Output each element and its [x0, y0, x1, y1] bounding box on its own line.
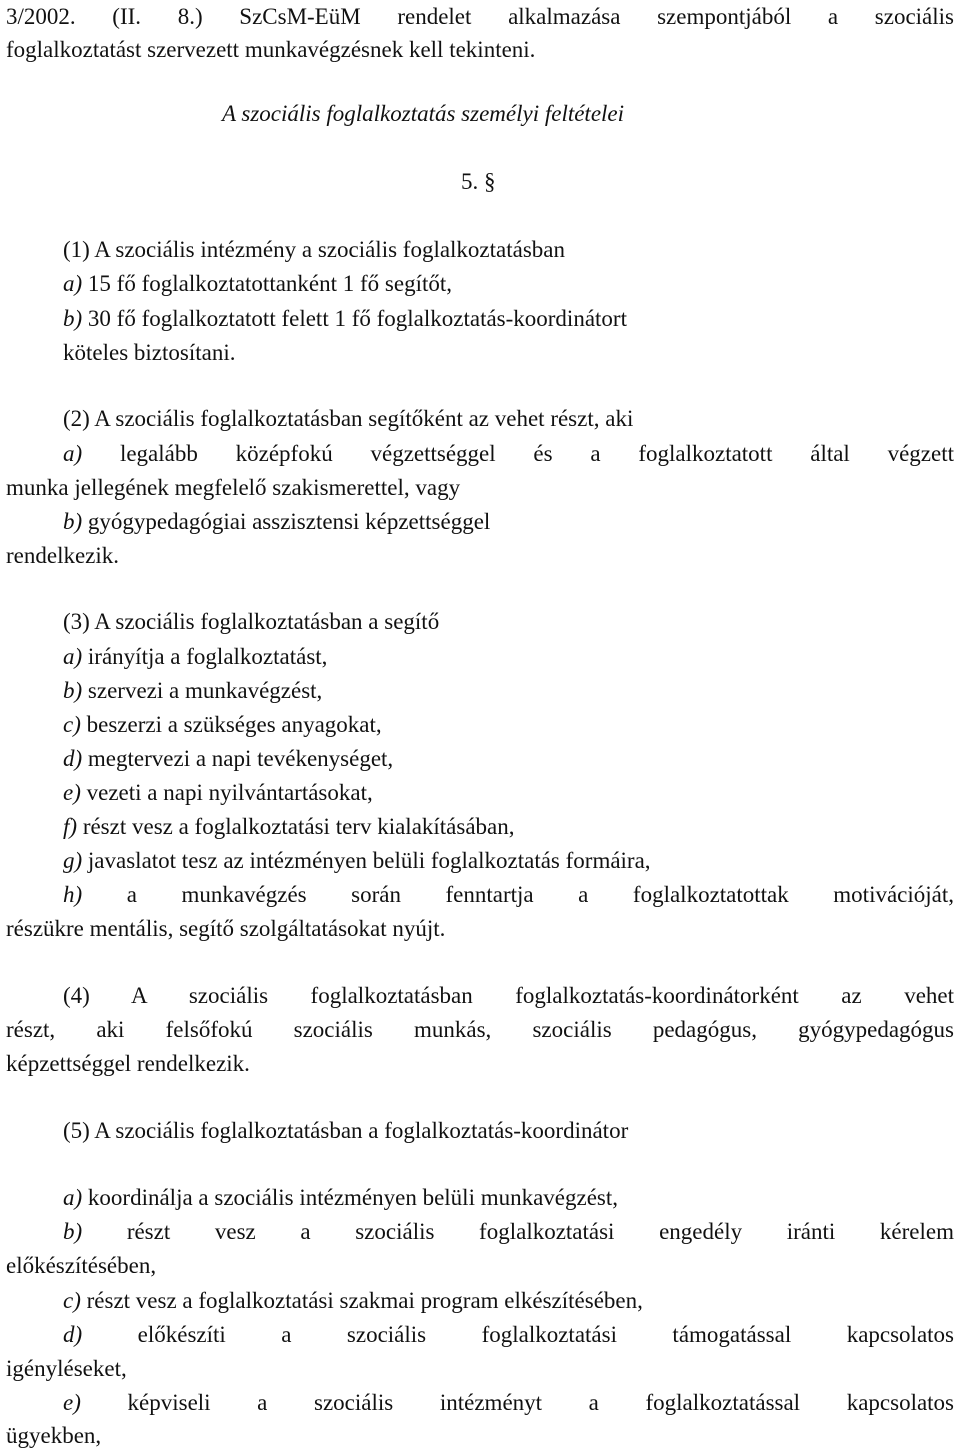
p3-item-d — [63, 745, 954, 773]
p3-intro: (3) A szociális foglalkoztatásban a segítő — [63, 609, 440, 634]
p3-item-a-label: a) — [63, 644, 83, 669]
p5-item-b-text: részt vesz a szociális foglalkoztatási engedély iránti kérelem — [126, 1219, 954, 1244]
p3-item-d-text: megtervezi a napi tevékenységet, — [87, 746, 394, 771]
p5-item-e-label: e) — [63, 1390, 81, 1415]
p3-item-c-text: beszerzi a szükséges anyagokat, — [86, 712, 382, 737]
p5-item-b-continuation: előkészítésében, — [6, 1253, 157, 1278]
p1-intro: (1) A szociális intézmény a szociális foglalkoztatásban — [63, 237, 566, 262]
p2-item-b — [63, 508, 954, 536]
p5-item-c-text: részt vesz a foglalkoztatási szakmai program elkészítésében, — [86, 1288, 643, 1313]
p2-item-b-label: b) — [63, 509, 83, 534]
p5-item-e-continuation: ügyekben, — [6, 1423, 102, 1448]
p5-item-a-text: koordinálja a szociális intézményen belüli munkavégzést, — [87, 1185, 619, 1210]
p2-item-a-text: legalább középfokú végzettséggel és a foglalkoztatott által végzett — [119, 441, 954, 466]
p3-item-d-label: d) — [63, 746, 83, 771]
p4-line-1: (4) A szociális foglalkoztatásban foglalkoztatás-koordinátorként az vehet — [63, 983, 954, 1008]
p2-closing: rendelkezik. — [6, 543, 120, 568]
p3-item-b-text: szervezi a munkavégzést, — [87, 678, 323, 703]
p4-line-3: képzettséggel rendelkezik. — [6, 1051, 250, 1076]
intro-line-1: 3/2002. (II. 8.) SzCsM-EüM rendelet alkalmazása szempontjából a szociális — [6, 4, 954, 29]
p5-item-e — [63, 1389, 954, 1417]
p1-item-b-label: b) — [63, 306, 83, 331]
p1-item-a-text: 15 fő foglalkoztatottanként 1 fő segítőt, — [87, 271, 453, 296]
p2-intro: (2) A szociális foglalkoztatásban segítőként az vehet részt, aki — [63, 406, 634, 431]
p3-item-g — [63, 847, 954, 875]
p3-item-b-label: b) — [63, 678, 83, 703]
p2-item-a-continuation: munka jellegének megfelelő szakismerettel, vagy — [6, 475, 461, 500]
p3-item-e — [63, 779, 954, 807]
p3-item-h — [63, 881, 954, 909]
p5-item-a — [63, 1184, 954, 1212]
section-number: 5. § — [461, 169, 496, 194]
p3-item-g-label: g) — [63, 848, 83, 873]
p5-intro: (5) A szociális foglalkoztatásban a foglalkoztatás-koordinátor — [63, 1118, 629, 1143]
section-heading: A szociális foglalkoztatás személyi feltételei — [222, 101, 625, 126]
p3-item-h-label: h) — [63, 882, 83, 907]
p3-item-h-continuation: részükre mentális, segítő szolgáltatásokat nyújt. — [6, 916, 446, 941]
p1-item-a — [63, 270, 954, 298]
p5-item-e-text: képviseli a szociális intézményt a foglalkoztatással kapcsolatos — [127, 1390, 955, 1415]
p1-item-a-label: a) — [63, 271, 83, 296]
p5-item-d — [63, 1321, 954, 1349]
p3-item-h-text: a munkavégzés során fenntartja a foglalkoztatottak motivációját, — [126, 882, 955, 907]
p5-item-d-label: d) — [63, 1322, 83, 1347]
p3-item-f-text: részt vesz a foglalkoztatási terv kialakításában, — [82, 814, 515, 839]
intro-line-2: foglalkoztatást szervezett munkavégzésnek kell tekinteni. — [6, 37, 536, 62]
p2-item-a — [63, 440, 954, 468]
p5-item-c — [63, 1287, 954, 1315]
p5-item-c-label: c) — [63, 1288, 81, 1313]
p3-item-a — [63, 643, 954, 671]
p4-line-2: részt, aki felsőfokú szociális munkás, szociális pedagógus, gyógypedagógus — [6, 1017, 954, 1042]
p3-item-f-label: f) — [63, 814, 78, 839]
p5-item-d-continuation: igényléseket, — [6, 1356, 127, 1381]
p1-closing: köteles biztosítani. — [63, 340, 236, 365]
p3-item-b — [63, 677, 954, 705]
p5-item-b — [63, 1218, 954, 1246]
p1-item-b — [63, 305, 954, 333]
p5-item-d-text: előkészíti a szociális foglalkoztatási támogatással kapcsolatos — [137, 1322, 954, 1347]
p3-item-a-text: irányítja a foglalkoztatást, — [87, 644, 328, 669]
p1-item-b-text: 30 fő foglalkoztatott felett 1 fő foglalkoztatás-koordinátort — [87, 306, 627, 331]
p3-item-c — [63, 711, 954, 739]
p3-item-c-label: c) — [63, 712, 81, 737]
p3-item-e-text: vezeti a napi nyilvántartásokat, — [86, 780, 373, 805]
p2-item-a-label: a) — [63, 441, 83, 466]
p3-item-f — [63, 813, 954, 841]
p2-item-b-text: gyógypedagógiai asszisztensi képzettséggel — [87, 509, 491, 534]
p3-item-g-text: javaslatot tesz az intézményen belüli foglalkoztatás formáira, — [87, 848, 651, 873]
p5-item-a-label: a) — [63, 1185, 83, 1210]
p5-item-b-label: b) — [63, 1219, 83, 1244]
p3-item-e-label: e) — [63, 780, 81, 805]
